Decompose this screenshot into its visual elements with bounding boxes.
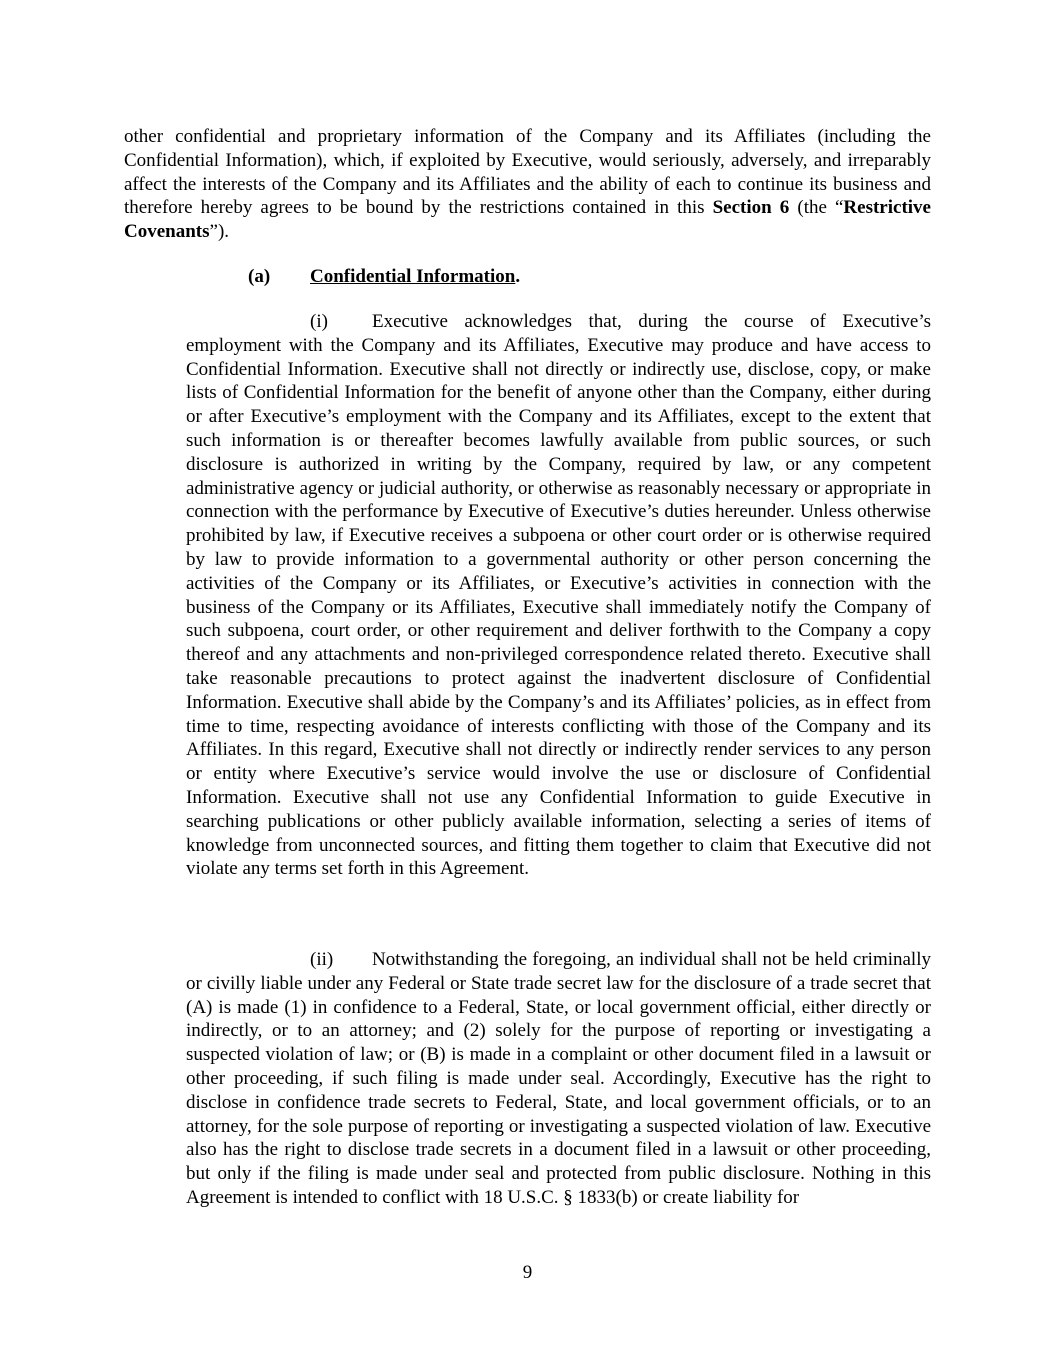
subsection-a-number: (a) (248, 266, 271, 287)
intro-text-middle: (the “ (789, 197, 844, 219)
defined-term-restrictive-covenants: Restrictive Covenants (124, 197, 931, 243)
page-number: 9 (522, 1262, 533, 1283)
clause-i-text: Executive acknowledges that, during the course of Executive’s employment with the Company and its Affiliates, Executive may produce and have access to Confidential Information. Executive shall not directly or indirectly use, disclose, copy, or make lists of Confidential Information for the benefit of anyone other than the Company, either during or after Executive’s employment with the Company and its Affiliates, except to the extent that such information is or thereafter becomes lawfully available from public sources, or such disclosure is authorized in writing by the Company, required by law, or any competent administrative agency or judicial authority, or otherwise as reasonably necessary or appropriate in connection with the performance by Executive of Executive’s duties hereunder. Unless otherwise prohibited by law, if Executive receives a subpoena or other court order or is otherwise required by law to provide information to a governmental authority or other person concerning the activities of the Company or its Affiliates, or Executive’s activities in connection with the business of the Company or its Affiliates, Executive shall immediately notify the Company of such subpoena, court order, or other requirement and deliver forthwith to the Company a copy thereof and any attachments and non-privileged correspondence related thereto. Executive shall take reasonable precautions to protect against the inadvertent disclosure of Confidential Information. Executive shall abide by the Company’s and its Affiliates’ policies, as in effect from time to time, respecting avoidance of interests conflicting with those of the Company and its Affiliates. In this regard, Executive shall not directly or indirectly render services to any person or entity where Executive’s service would involve the use or disclosure of Confidential Information. Executive shall not use any Confidential Information to guide Executive in searching publications or other publicly available information, selecting a series of items of knowledge from unconnected sources, and fitting them together to claim that Executive did not violate any terms set forth in this Agreement. (186, 311, 931, 880)
clause-ii-number: (ii) (310, 949, 334, 970)
intro-text-after: ”). (209, 221, 230, 243)
clause-ii-paragraph (186, 948, 931, 1210)
clause-i-paragraph (186, 310, 931, 881)
section-reference: Section 6 (712, 197, 790, 219)
clause-ii-text: Notwithstanding the foregoing, an individual shall not be held criminally or civilly liable under any Federal or State trade secret law for the disclosure of a trade secret that (A) is made (1) in confidence to a Federal, State, or local government official, either directly or indirectly, or to an attorney; and (2) solely for the purpose of reporting or investigating a suspected violation of law; or (B) is made in a complaint or other document filed in a lawsuit or other proceeding, if such filing is made under seal. Accordingly, Executive has the right to disclose in confidence trade secrets to Federal, State, and local government officials, or to an attorney, for the sole purpose of reporting or investigating a suspected violation of law. Executive also has the right to disclose trade secrets in a document filed in a lawsuit or other proceeding, but only if the filing is made under seal and protected from public disclosure. Nothing in this Agreement is intended to conflict with 18 U.S.C. § 1833(b) or create liability for (186, 949, 931, 1208)
intro-text-before: other confidential and proprietary information of the Company and its Affiliates (including the Confidential Information), which, if exploited by Executive, would seriously, adversely, and irreparably affect the interests of the Company and its Affiliates and the ability of each to continue its business and therefore hereby agrees to be bound by the restrictions contained in this (124, 126, 931, 219)
clause-i-number: (i) (310, 311, 328, 332)
subsection-a-heading (248, 265, 520, 289)
subsection-a-title: Confidential Information (310, 266, 516, 287)
subsection-a-title-suffix: . (515, 266, 521, 287)
intro-paragraph (124, 125, 931, 244)
